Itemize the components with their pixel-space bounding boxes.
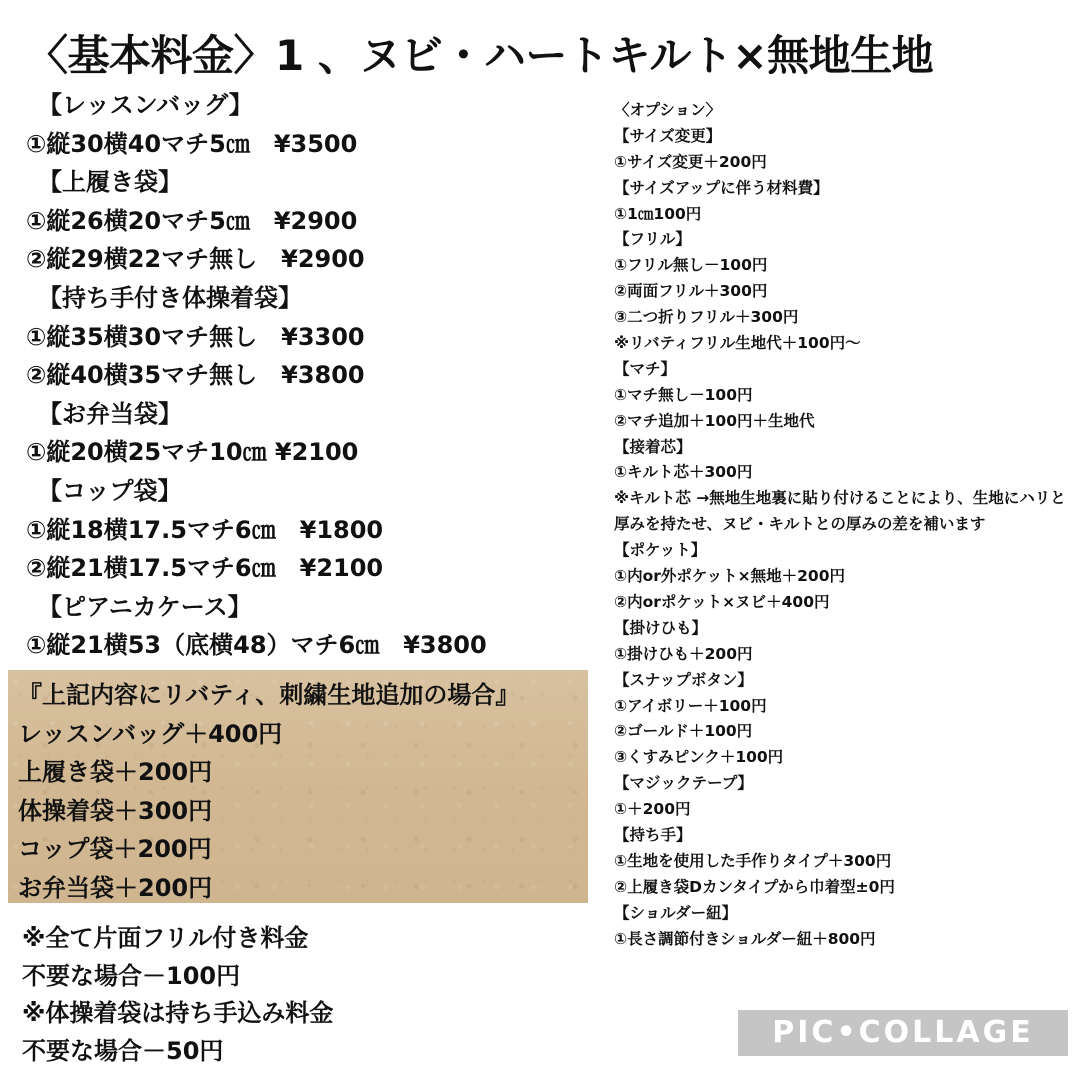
category-heading: 【レッスンバッグ】 [38, 91, 253, 119]
price-item: ①縦35横30マチ無し ¥3300 [26, 322, 365, 351]
option-item: ①内or外ポケット×無地＋200円 [614, 567, 845, 586]
option-category: 【スナップボタン】 [614, 670, 753, 689]
surcharge-item: お弁当袋＋200円 [18, 873, 213, 902]
option-category: 【掛けひも】 [614, 618, 708, 637]
price-item: ①縦26横20マチ5㎝ ¥2900 [26, 206, 358, 235]
category-heading: 【上履き袋】 [38, 168, 182, 197]
option-item: ②上履き袋Dカンタイプから巾着型±0円 [614, 877, 895, 896]
surcharge-item: レッスンバッグ＋400円 [18, 719, 283, 748]
option-category: 【接着芯】 [614, 437, 692, 456]
option-item: ②ゴールド＋100円 [614, 722, 753, 741]
price-item: ②縦40横35マチ無し ¥3800 [26, 361, 365, 390]
options-heading: 〈オプション〉 [614, 101, 722, 119]
option-item: ①＋200円 [614, 800, 691, 819]
surcharge-item: コップ袋＋200円 [18, 835, 212, 864]
price-item: ②縦21横17.5マチ6㎝ ¥2100 [26, 554, 384, 583]
option-item: ①サイズ変更＋200円 [614, 152, 767, 171]
option-category: 【ショルダー紐】 [614, 903, 738, 922]
option-item: ③二つ折りフリル＋300円 [614, 308, 799, 327]
option-category: 【サイズ変更】 [614, 126, 722, 145]
price-item: ①縦20横25マチ10㎝ ¥2100 [26, 438, 359, 467]
category-heading: 【持ち手付き体操着袋】 [38, 283, 302, 312]
option-category: 【フリル】 [614, 230, 691, 249]
option-note: ※リバティフリル生地代＋100円〜 [614, 334, 861, 353]
option-category: 【ポケット】 [614, 541, 707, 560]
price-item: ①縦18横17.5マチ6㎝ ¥1800 [26, 515, 384, 544]
option-item: ①キルト芯＋300円 [614, 463, 753, 482]
category-heading: 【お弁当袋】 [38, 399, 182, 428]
option-item: ①フリル無し－100円 [614, 256, 768, 275]
price-item: ①縦21横53（底横48）マチ6㎝ ¥3800 [26, 631, 487, 660]
option-item: ②マチ追加＋100円＋生地代 [614, 411, 815, 430]
surcharge-item: 上履き袋＋200円 [18, 758, 213, 787]
option-category: 【マチ】 [614, 359, 677, 378]
option-item: ②内orポケット×ヌビ＋400円 [614, 592, 830, 611]
category-heading: 【コップ袋】 [38, 476, 182, 505]
surcharge-box [8, 670, 588, 903]
option-category: 【持ち手】 [614, 825, 692, 844]
option-item: ①生地を使用した手作りタイプ＋300円 [614, 851, 892, 870]
price-item: ①縦30横40マチ5㎝ ¥3500 [26, 129, 358, 158]
category-heading: 【ピアニカケース】 [38, 592, 252, 621]
note-line: ※体操着袋は持ち手込み料金 [22, 999, 334, 1027]
notes [22, 920, 582, 1070]
option-category: 【マジックテープ】 [614, 774, 753, 793]
option-category: 【サイズアップに伴う材料費】 [614, 178, 829, 197]
page-title: 〈基本料金〉1 、ヌビ・ハートキルト×無地生地 [26, 31, 934, 80]
note-line: 不要な場合－50円 [22, 1036, 224, 1065]
option-item: ①マチ無し－100円 [614, 385, 753, 404]
base-price-list [26, 86, 586, 665]
option-item: ①アイボリー＋100円 [614, 696, 767, 715]
option-note: ※キルト芯 →無地生地裏に貼り付けることにより、生地にハリと厚みを持たせ、ヌビ・キルトとの厚みの差を補います [614, 489, 1066, 534]
option-item: ①長さ調節付きショルダー紐＋800円 [614, 929, 876, 948]
note-line: 不要な場合－100円 [22, 961, 241, 990]
price-item: ②縦29横22マチ無し ¥2900 [26, 245, 365, 274]
pic-collage-watermark: PIC•COLLAGE [738, 1010, 1068, 1056]
option-item: ①1㎝100円 [614, 204, 702, 223]
options-list [614, 98, 1074, 952]
surcharge-item: 体操着袋＋300円 [18, 796, 213, 825]
note-line: ※全て片面フリル付き料金 [22, 924, 309, 952]
option-item: ③くすみピンク＋100円 [614, 748, 784, 767]
surcharge-heading: 『上記内容にリバティ、刺繍生地追加の場合』 [18, 681, 520, 709]
option-item: ②両面フリル＋300円 [614, 282, 768, 301]
option-item: ①掛けひも＋200円 [614, 644, 753, 663]
